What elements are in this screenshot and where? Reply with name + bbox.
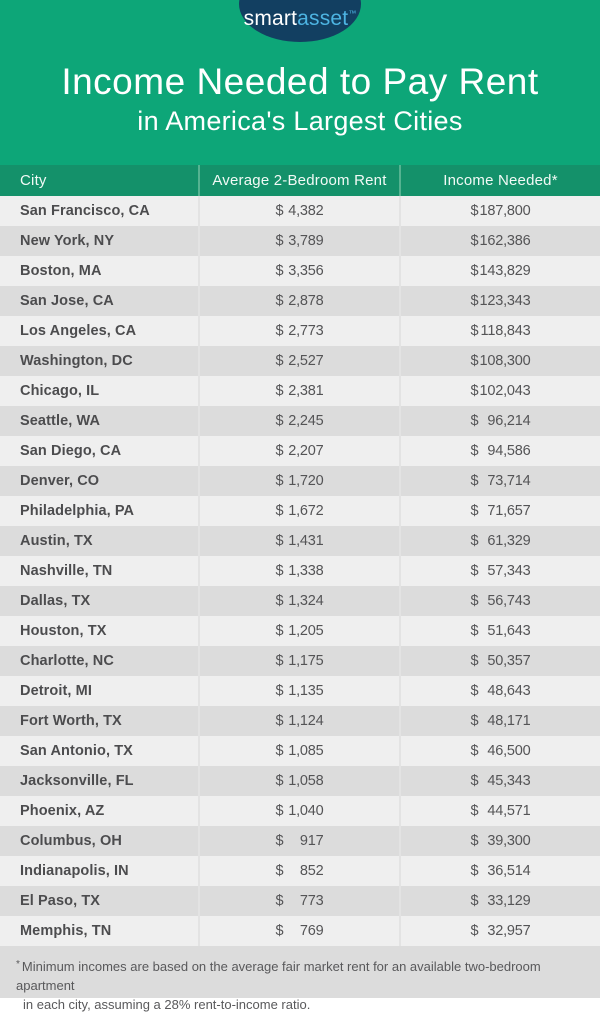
dollar-sign: $ (470, 893, 479, 909)
column-header-city: City (20, 172, 47, 189)
table-row (0, 586, 600, 616)
amount-value: 39,300 (487, 833, 531, 849)
dollar-sign: $ (275, 713, 284, 729)
city-cell: Houston, TX (20, 623, 107, 639)
table-row (0, 466, 600, 496)
dollar-sign: $ (470, 443, 479, 459)
income-cell (399, 676, 600, 706)
city-cell: San Antonio, TX (20, 743, 133, 759)
amount-value: 3,789 (288, 233, 324, 249)
amount-value: 162,386 (479, 233, 531, 249)
rent-cell (198, 346, 399, 376)
table-row (0, 436, 600, 466)
table-row (0, 676, 600, 706)
rent-cell (198, 466, 399, 496)
rent-cell (198, 286, 399, 316)
page-title: Income Needed to Pay Rent (61, 61, 539, 102)
amount-value: 1,205 (288, 623, 324, 639)
amount-value: 1,135 (288, 683, 324, 699)
income-cell (399, 856, 600, 886)
amount-value: 48,643 (487, 683, 531, 699)
amount-value: 852 (299, 863, 324, 879)
amount-value: 46,500 (487, 743, 531, 759)
income-cell (399, 436, 600, 466)
rent-cell (198, 526, 399, 556)
amount-value: 36,514 (487, 863, 531, 879)
dollar-sign: $ (275, 653, 284, 669)
amount-value: 61,329 (487, 533, 531, 549)
amount-value: 917 (299, 833, 324, 849)
rent-cell (198, 616, 399, 646)
table-row (0, 376, 600, 406)
rent-cell (198, 916, 399, 946)
dollar-sign: $ (275, 413, 284, 429)
table-row (0, 736, 600, 766)
amount-value: 773 (299, 893, 324, 909)
income-cell (399, 826, 600, 856)
amount-value: 50,357 (487, 653, 531, 669)
table-row (0, 406, 600, 436)
table-row (0, 616, 600, 646)
dollar-sign: $ (275, 803, 284, 819)
amount-value: 1,720 (288, 473, 324, 489)
dollar-sign: $ (470, 923, 479, 939)
income-cell (399, 376, 600, 406)
footnote-text-1: Minimum incomes are based on the average fair market rent for an available two-bedroom apartment (16, 959, 541, 993)
column-header-income: Income Needed* (399, 165, 600, 196)
city-cell: Chicago, IL (20, 383, 100, 399)
amount-value: 94,586 (487, 443, 531, 459)
dollar-sign: $ (275, 293, 284, 309)
amount-value: 73,714 (487, 473, 531, 489)
dollar-sign: $ (470, 293, 479, 309)
rent-cell (198, 196, 399, 226)
income-cell (399, 916, 600, 946)
rent-cell (198, 316, 399, 346)
rent-cell (198, 496, 399, 526)
dollar-sign: $ (275, 743, 284, 759)
table-row (0, 316, 600, 346)
amount-value: 1,124 (288, 713, 324, 729)
dollar-sign: $ (275, 833, 284, 849)
city-cell: Washington, DC (20, 353, 133, 369)
city-cell: Memphis, TN (20, 923, 112, 939)
dollar-sign: $ (275, 263, 284, 279)
amount-value: 769 (299, 923, 324, 939)
dollar-sign: $ (470, 413, 479, 429)
dollar-sign: $ (275, 893, 284, 909)
amount-value: 3,356 (288, 263, 324, 279)
rent-cell (198, 406, 399, 436)
dollar-sign: $ (470, 743, 479, 759)
rent-cell (198, 376, 399, 406)
dollar-sign: $ (275, 443, 284, 459)
city-cell: Columbus, OH (20, 833, 122, 849)
logo-smart: smart (243, 7, 298, 30)
dollar-sign: $ (275, 233, 284, 249)
city-cell: El Paso, TX (20, 893, 101, 909)
dollar-sign: $ (470, 803, 479, 819)
dollar-sign: $ (275, 863, 284, 879)
amount-value: 4,382 (288, 203, 324, 219)
city-cell: Fort Worth, TX (20, 713, 122, 729)
income-cell (399, 226, 600, 256)
city-cell: Phoenix, AZ (20, 803, 105, 819)
amount-value: 2,381 (288, 383, 324, 399)
dollar-sign: $ (275, 623, 284, 639)
dollar-sign: $ (275, 503, 284, 519)
table-row (0, 646, 600, 676)
city-cell: Nashville, TN (20, 563, 113, 579)
amount-value: 2,207 (288, 443, 324, 459)
footnote-line-2: in each city, assuming a 28% rent-to-income ratio. (23, 996, 311, 1012)
rent-cell (198, 586, 399, 616)
dollar-sign: $ (275, 383, 284, 399)
table-row (0, 286, 600, 316)
income-cell (399, 286, 600, 316)
city-cell: Dallas, TX (20, 593, 91, 609)
page-subtitle: in America's Largest Cities (137, 105, 463, 136)
income-cell (399, 466, 600, 496)
amount-value: 123,343 (479, 293, 531, 309)
income-cell (399, 796, 600, 826)
amount-value: 33,129 (487, 893, 531, 909)
amount-value: 1,175 (288, 653, 324, 669)
city-cell: Jacksonville, FL (20, 773, 134, 789)
amount-value: 1,338 (288, 563, 324, 579)
table-row (0, 346, 600, 376)
footnote (0, 946, 600, 1012)
rent-cell (198, 826, 399, 856)
dollar-sign: $ (470, 323, 479, 339)
city-cell: Los Angeles, CA (20, 323, 137, 339)
dollar-sign: $ (275, 593, 284, 609)
dollar-sign: $ (470, 653, 479, 669)
table-row (0, 556, 600, 586)
income-cell (399, 616, 600, 646)
table-row (0, 796, 600, 826)
amount-value: 32,957 (487, 923, 531, 939)
rent-cell (198, 256, 399, 286)
table-row (0, 916, 600, 946)
amount-value: 108,300 (479, 353, 531, 369)
hero-banner (0, 0, 600, 165)
dollar-sign: $ (470, 833, 479, 849)
table-row (0, 706, 600, 736)
dollar-sign: $ (470, 563, 479, 579)
income-cell (399, 256, 600, 286)
dollar-sign: $ (275, 683, 284, 699)
table-row (0, 256, 600, 286)
table-row (0, 496, 600, 526)
dollar-sign: $ (470, 863, 479, 879)
rent-cell (198, 736, 399, 766)
dollar-sign: $ (470, 683, 479, 699)
amount-value: 51,643 (487, 623, 531, 639)
income-cell (399, 496, 600, 526)
rent-cell (198, 556, 399, 586)
rent-cell (198, 706, 399, 736)
city-cell: Denver, CO (20, 473, 100, 489)
amount-value: 1,085 (288, 743, 324, 759)
dollar-sign: $ (470, 593, 479, 609)
amount-value: 48,171 (487, 713, 531, 729)
income-cell (399, 736, 600, 766)
table-row (0, 196, 600, 226)
city-cell: Boston, MA (20, 263, 102, 279)
dollar-sign: $ (275, 473, 284, 489)
amount-value: 1,431 (288, 533, 324, 549)
city-cell: San Jose, CA (20, 293, 114, 309)
dollar-sign: $ (275, 563, 284, 579)
table-header (0, 165, 600, 196)
dollar-sign: $ (470, 533, 479, 549)
table-row (0, 226, 600, 256)
amount-value: 56,743 (487, 593, 531, 609)
amount-value: 1,672 (288, 503, 324, 519)
table-row (0, 526, 600, 556)
income-cell (399, 766, 600, 796)
amount-value: 57,343 (487, 563, 531, 579)
amount-value: 143,829 (479, 263, 531, 279)
amount-value: 187,800 (479, 203, 531, 219)
dollar-sign: $ (470, 383, 479, 399)
income-cell (399, 646, 600, 676)
amount-value: 2,773 (288, 323, 324, 339)
dollar-sign: $ (470, 203, 479, 219)
table-row (0, 856, 600, 886)
income-cell (399, 406, 600, 436)
dollar-sign: $ (470, 353, 479, 369)
amount-value: 2,527 (288, 353, 324, 369)
rent-cell (198, 436, 399, 466)
rent-cell (198, 226, 399, 256)
amount-value: 2,878 (288, 293, 324, 309)
table-row (0, 886, 600, 916)
city-cell: Charlotte, NC (20, 653, 114, 669)
rent-cell (198, 766, 399, 796)
city-cell: San Francisco, CA (20, 203, 150, 219)
column-header-rent: Average 2-Bedroom Rent (198, 165, 399, 196)
table-row (0, 766, 600, 796)
dollar-sign: $ (470, 473, 479, 489)
dollar-sign: $ (470, 623, 479, 639)
amount-value: 118,843 (480, 323, 531, 339)
dollar-sign: $ (275, 773, 284, 789)
rent-cell (198, 796, 399, 826)
income-cell (399, 586, 600, 616)
dollar-sign: $ (275, 323, 284, 339)
amount-value: 2,245 (288, 413, 324, 429)
city-cell: Austin, TX (20, 533, 93, 549)
amount-value: 1,040 (288, 803, 324, 819)
city-cell: New York, NY (20, 233, 115, 249)
rent-cell (198, 886, 399, 916)
amount-value: 45,343 (487, 773, 531, 789)
dollar-sign: $ (275, 533, 284, 549)
income-cell (399, 196, 600, 226)
dollar-sign: $ (470, 503, 479, 519)
footnote-line-1 (16, 958, 584, 996)
smartasset-logo-text (244, 8, 357, 29)
income-cell (399, 706, 600, 736)
amount-value: 71,657 (487, 503, 531, 519)
dollar-sign: $ (275, 923, 284, 939)
amount-value: 96,214 (487, 413, 531, 429)
income-cell (399, 346, 600, 376)
city-cell: Philadelphia, PA (20, 503, 135, 519)
income-cell (399, 886, 600, 916)
amount-value: 44,571 (487, 803, 531, 819)
dollar-sign: $ (470, 263, 479, 279)
amount-value: 102,043 (479, 383, 531, 399)
amount-value: 1,058 (288, 773, 324, 789)
income-cell (399, 316, 600, 346)
dollar-sign: $ (470, 233, 479, 249)
rent-cell (198, 856, 399, 886)
city-cell: Indianapolis, IN (20, 863, 129, 879)
dollar-sign: $ (470, 713, 479, 729)
amount-value: 1,324 (288, 593, 324, 609)
dollar-sign: $ (275, 203, 284, 219)
logo-asset: asset (297, 7, 349, 30)
table-row (0, 826, 600, 856)
table-body (0, 196, 600, 946)
income-cell (399, 556, 600, 586)
income-cell (399, 526, 600, 556)
asterisk-symbol: * (16, 959, 20, 970)
dollar-sign: $ (275, 353, 284, 369)
rent-cell (198, 646, 399, 676)
trademark-symbol: ™ (348, 9, 357, 18)
city-cell: Detroit, MI (20, 683, 92, 699)
city-cell: San Diego, CA (20, 443, 122, 459)
dollar-sign: $ (470, 773, 479, 789)
rent-cell (198, 676, 399, 706)
city-cell: Seattle, WA (20, 413, 101, 429)
